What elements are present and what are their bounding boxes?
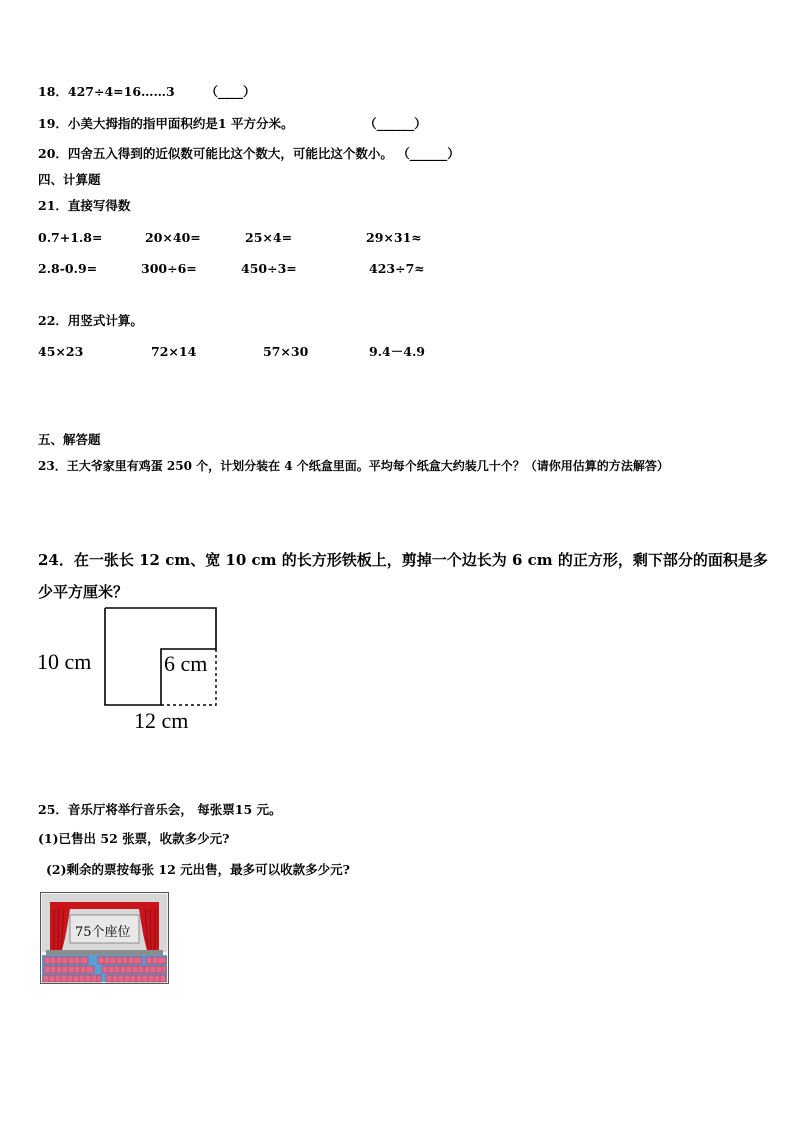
question-22-title: 22．用竖式计算。: [38, 313, 143, 328]
q22-item: 72×14: [151, 344, 197, 359]
q22-item: 45×23: [38, 344, 84, 359]
question-19-answer-blank[interactable]: （______）: [364, 116, 427, 131]
figure-label-width: 10 cm: [37, 649, 92, 674]
question-18: [38, 84, 255, 100]
question-19: [38, 116, 427, 132]
question-21-title: 21．直接写得数: [38, 198, 131, 213]
question-25-part2: (2)剩余的票按每张 12 元出售，最多可以收款多少元?: [46, 862, 350, 877]
question-24-line2: 少平方厘米？: [38, 583, 129, 601]
q21-item: 25×4=: [245, 230, 293, 245]
q21-item: 300÷6=: [141, 261, 197, 276]
seat-count-sign: 75个座位: [75, 925, 131, 940]
question-20-text: 20．四舍五入得到的近似数可能比这个数大，可能比这个数小。: [38, 146, 393, 161]
q21-item: 450÷3=: [241, 261, 297, 276]
q21-item: 29×31≈: [366, 230, 422, 245]
question-20: [38, 146, 460, 162]
section-heading-calculation: 四、计算题: [38, 172, 101, 187]
question-25-part1: (1)已售出 52 张票，收款多少元?: [38, 831, 230, 846]
q22-item: 57×30: [263, 344, 309, 359]
question-18-answer-blank[interactable]: （____）: [205, 84, 256, 99]
question-23: 23．王大爷家里有鸡蛋 250 个，计划分装在 4 个纸盒里面。平均每个纸盒大约装几十个？（请你用估算的方法解答）: [38, 459, 669, 473]
q21-item: 0.7+1.8=: [38, 230, 103, 245]
figure-label-square: 6 cm: [164, 651, 208, 676]
q21-item: 423÷7≈: [369, 261, 425, 276]
question-20-answer-blank[interactable]: （______）: [397, 146, 460, 161]
concert-hall-image: [40, 892, 169, 984]
q21-item: 20×40=: [145, 230, 201, 245]
question-25-intro: 25．音乐厅将举行音乐会， 每张票15 元。: [38, 802, 282, 817]
q21-item: 2.8-0.9=: [38, 261, 98, 276]
question-18-text: 18．427÷4=16……3: [38, 84, 175, 99]
question-24-line1: 24．在一张长 12 cm、宽 10 cm 的长方形铁板上，剪掉一个边长为 6 cm 的正方形，剩下部分的面积是多: [38, 551, 768, 569]
q22-item: 9.4－4.9: [369, 344, 425, 359]
section-heading-word-problems: 五、解答题: [38, 432, 101, 447]
figure-label-length: 12 cm: [134, 708, 189, 733]
question-19-text: 19．小美大拇指的指甲面积约是1 平方分米。: [38, 116, 294, 131]
